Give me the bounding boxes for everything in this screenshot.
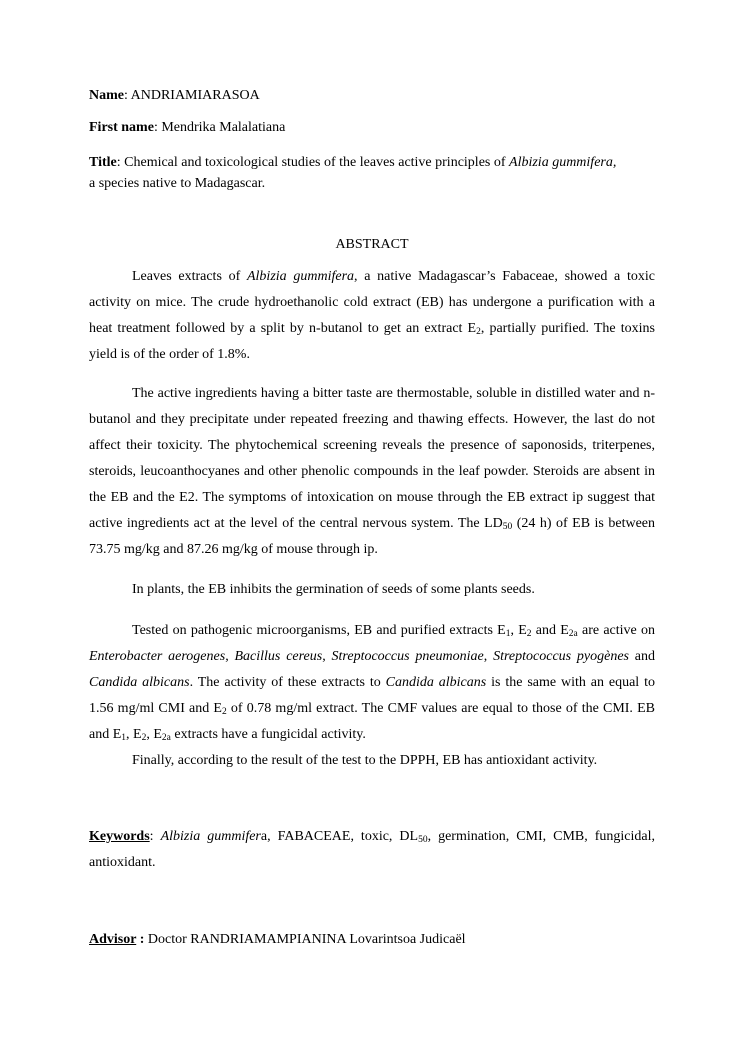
abstract-heading: ABSTRACT [335, 237, 409, 252]
firstname-label: First name [89, 120, 154, 135]
keywords-label: Keywords [89, 829, 150, 844]
advisor-value: Doctor RANDRIAMAMPIANINA Lovarintsoa Judicaël [147, 932, 466, 947]
abstract-paragraph-1: Leaves extracts of Albizia gummifera, a native Madagascar’s Fabaceae, showed a toxic activity on mice. The crude hydroethanolic cold extract (EB) has undergone a purification with a heat treatment followed by a split by n-butanol to get an extract $E_2$, partially purified. The toxins yield is of the order of 1.8%. [89, 269, 655, 362]
abstract-paragraph-2: The active ingredients having a bitter taste are thermostable, soluble in distilled water and n-butanol and they precipitate under repeated freezing and thawing effects. However, the last do not affect their toxicity. The phytochemical screening reveals the presence of saponosids, triterpenes, steroids, leucoanthocyanes and other phenolic compounds in the leaf powder. Steroids are absent in the EB and the E2. The symptoms of intoxication on mouse through the EB extract ip suggest that active ingredients act at the level of the central nervous system. The $LD_{50}$ (24 h) of EB is between 73.75 mg/kg and 87.26 mg/kg of mouse through ip. [89, 386, 655, 557]
title-block [89, 152, 655, 194]
species-name: Albizia gummifera [246, 269, 355, 284]
keywords-block: Keywords: Albizia gummifera, FABACEAE, toxic, $DL_{50}$, germination, CMI, CMB, fungicidal, antioxidant. [89, 829, 656, 870]
name-label: Name [89, 88, 124, 103]
abstract-paragraph-3: In plants, the EB inhibits the germination of seeds of some plants seeds. [132, 582, 535, 597]
abstract-paragraph-4: Tested on pathogenic microorganisms, EB and purified extracts $E_1$, $E_2$ and $E_{2a}$ are active on Enterobacter aerogenes, Bacillus cereus, Streptococcus pneumoniae, Streptococcus pyogènes and Candida albicans. The activity of these extracts to Candida albicans is the same with an equal to 1.56 mg/ml CMI and $E_2$ of 0.78 mg/ml extract. The CMF values are equal to those of the CMI. EB and $E_1$, $E_2$, $E_{2a}$ extracts have a fungicidal activity. [89, 623, 656, 743]
title-species: Albizia gummifera, [509, 155, 617, 170]
title-text: : Chemical and toxicological studies of the leaves active principles of [116, 155, 510, 170]
name-value: : ANDRIAMIARASOA [124, 88, 260, 103]
title-text-continued: a species native to Madagascar. [89, 176, 266, 191]
advisor-line: Advisor : Doctor RANDRIAMAMPIANINA Lovarintsoa Judicaël [89, 932, 466, 947]
title-label: Title [89, 155, 117, 170]
firstname-value: : Mendrika Malalatiana [153, 120, 286, 135]
firstname-line [89, 120, 285, 136]
advisor-label: Advisor [89, 932, 137, 947]
abstract-paragraph-5: Finally, according to the result of the test to the DPPH, EB has antioxidant activity. [132, 753, 598, 768]
name-line [89, 88, 260, 104]
